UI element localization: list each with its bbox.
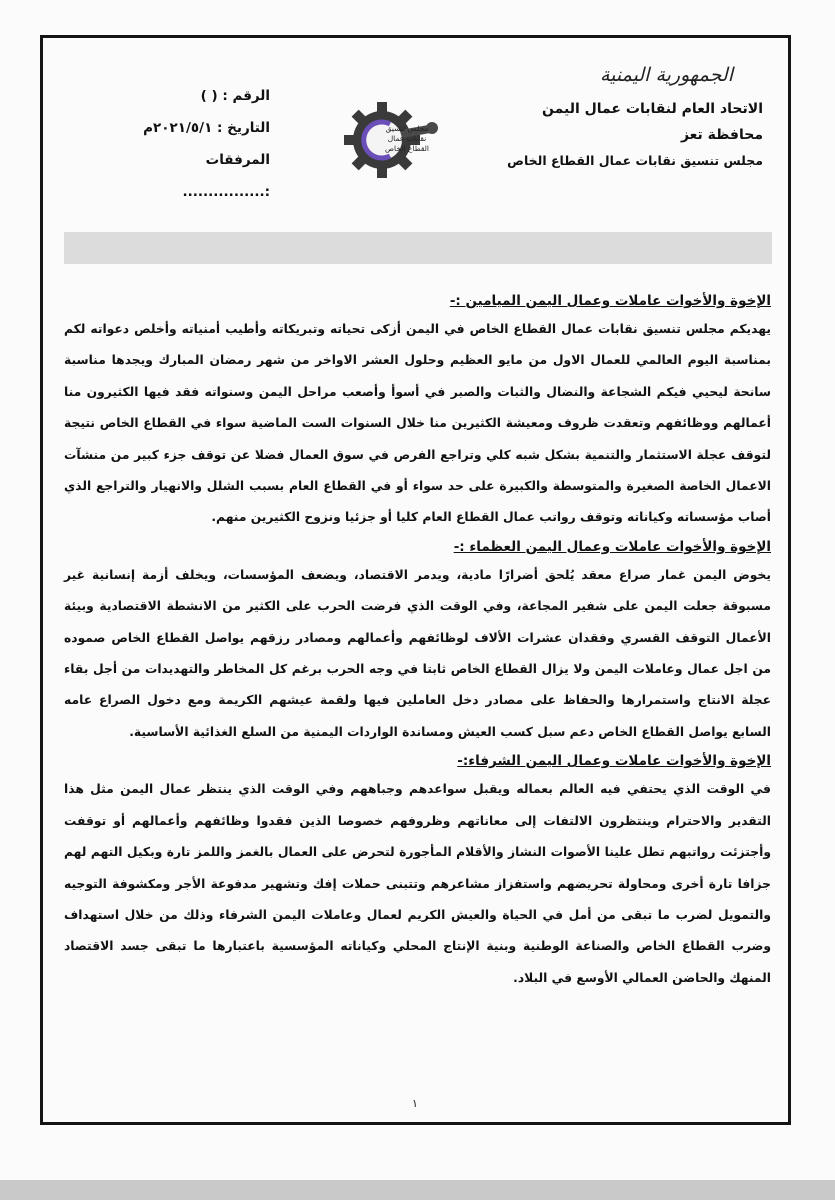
header-divider-bar <box>64 232 772 264</box>
section-heading: الإخوة والأخوات عاملات وعمال اليمن العظماء :- <box>453 538 771 555</box>
section-paragraph: في الوقت الذي يحتفي فيه العالم بعماله ويقبل سواعدهم وجباههم وفي الوقت الذي ينتظر عمال اليمن مثل هذا التقدير والاحترام وينتظرون الالتفات إلى معاناتهم وظروفهم خصوصا الذين فقدوا وظائفهم وأعمالهم أو توقفت وأجتزئت رواتبهم تطل علينا الأصوات النشاز والأقلام المأجورة لتحرض على العمال بالغمز واللمز تارة وبكيل التهم لهم جزافا تارة أخرى ومحاولة تحريضهم واستفزاز مشاعرهم وتتبنى حملات إفك وتشهير مدفوعة الأجر ومكشوفة التوجيه والتمويل لضرب ما تبقى من أمل في الحياة والعيش الكريم لعمال وعاملات اليمن الشرفاء وذلك من خلال استهداف وضرب القطاع الخاص والصناعة الوطنية وبنية الإنتاج المحلي وكياناته المؤسسية باعتبارها ما تبقى جسد الاقتصاد المنهك والحاضن العمالي الأوسع في البلاد. <box>64 782 771 985</box>
section-paragraph: يخوض اليمن غمار صراع معقد يُلحق أضرارًا مادية، ويدمر الاقتصاد، ويضعف المؤسسات، ويخلف أزمة إنسانية غير مسبوقة جعلت اليمن على شفير المجاعة، وفي الوقت الذي فرضت الحرب على الكثير من الانشطة الاقتصادية وبيئة الأعمال التوقف القسري وفقدان عشرات الألاف لوظائفهم وأعمالهم ومصادر رزقهم يواصل القطاع الخاص صموده من اجل عمال وعاملات اليمن ولا يزال القطاع الخاص ثابتا في وجه الحرب برغم كل المخاطر والتهديدات من أجل بقاء عجلة الانتاج واستمرارها والحفاظ على مصادر دخل العاملين فيها ولقمة عيشهم الكريمة ومع دخول الصراع عامه السابع يواصل القطاع الخاص دعم سبل كسب العيش ومساندة الواردات اليمنية من السلع الغذائية الأساسية. <box>64 567 771 739</box>
section-1 <box>64 288 771 534</box>
union-name: الاتحاد العام لنقابات عمال اليمن <box>542 101 763 117</box>
page-number: ١ <box>412 1097 418 1110</box>
reference-block <box>120 80 270 208</box>
document-date: التاريخ : ٢٠٢١/٥/١م <box>143 120 270 136</box>
council-logo <box>342 100 438 180</box>
reference-number: الرقم : ( ) <box>200 88 270 104</box>
governorate-name: محافظة تعز <box>680 127 763 143</box>
section-3 <box>64 748 771 994</box>
letterhead-organization <box>503 60 763 174</box>
section-heading: الإخوة والأخوات عاملات وعمال اليمن الميامين :- <box>449 293 771 309</box>
section-paragraph: يهديكم مجلس تنسيق نقابات عمال القطاع الخاص في اليمن أزكى تحياته وتبريكاته وأطيب أمنياته وأخلص دعواته لكم بمناسبة اليوم العالمي للعمال الاول من مايو العظيم وحلول العشر الاواخر من شهر رمضان المبارك ويجدها مناسبة سانحة ليحيي فيكم الشجاعة والنضال والثبات والصبر في أسوأ وأصعب مراحل اليمن وسنواته فقد فيها الكثيرون منا أعمالهم ووظائفهم وتعقدت ظروف ومعيشة الكثيرين منا خلال السنوات الست الماضية سواء في القطاع الخاص نتيجة لتوقف عجلة الاستثمار والتنمية بشكل شبه كلي وتراجع الفرص في سوق العمال فضلا عن توقف جزء كبير من منشآت الاعمال الخاصة الصغيرة والمتوسطة والكبيرة على حد سواء أو في القطاع العام بسبب الشلل والانهيار والتراجع الذي أصاب مؤسساته وكياناته وتوقف رواتب عمال القطاع العام كليا أو جزئيا ونزوح الكثيرين منهم. <box>64 322 771 525</box>
section-heading: الإخوة والأخوات عاملات وعمال اليمن الشرفاء:- <box>457 753 771 770</box>
council-name: مجلس تنسيق نقابات عمال القطاع الخاص <box>507 153 763 168</box>
country-calligraphy: الجمهورية اليمنية <box>599 64 733 86</box>
letter-body <box>64 288 771 994</box>
attachments: المرفقات :................ <box>182 152 270 200</box>
logo-caption: مجلس تنسيق نقابات عمال القطاع الخاص <box>384 124 430 153</box>
section-2 <box>64 534 771 748</box>
